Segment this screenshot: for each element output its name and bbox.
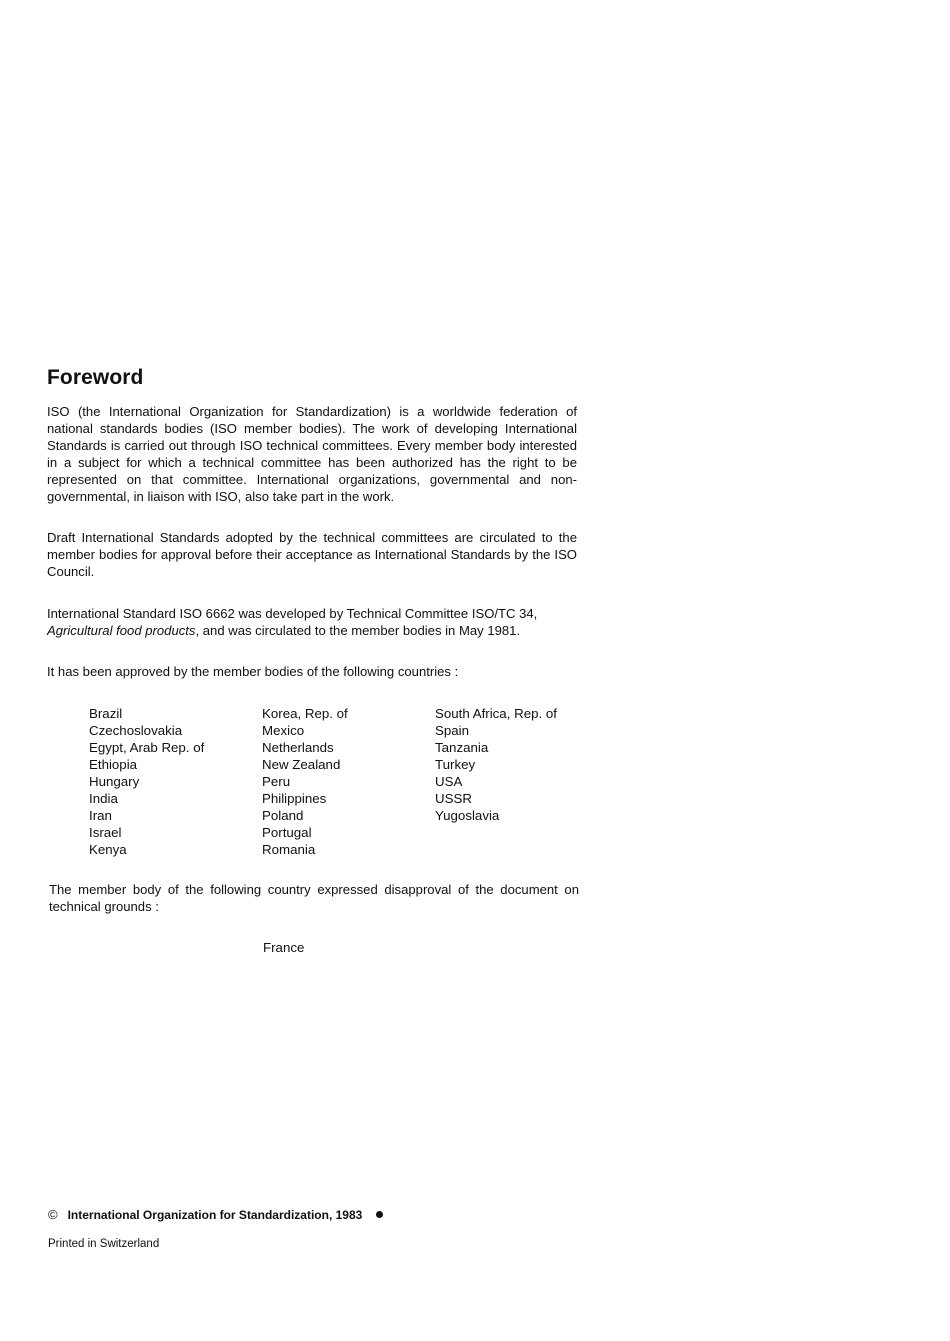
country-item: Hungary bbox=[89, 774, 140, 789]
country-item: Czechoslovakia bbox=[89, 723, 183, 738]
country-item: Romania bbox=[262, 842, 316, 857]
country-item: Mexico bbox=[262, 723, 305, 738]
paragraph-standard-origin bbox=[47, 605, 577, 639]
country-item: South Africa, Rep. of bbox=[435, 706, 557, 721]
disapproving-country: France bbox=[263, 940, 305, 955]
page-title: Foreword bbox=[47, 366, 144, 389]
bullet-dot-icon bbox=[376, 1211, 383, 1218]
country-column-3 bbox=[435, 705, 595, 858]
paragraph-draft-standards: Draft International Standards adopted by the technical committees are circulated to the member bodies for approval before their acceptance as International Standards by the ISO Council. bbox=[47, 530, 577, 579]
country-item: Israel bbox=[89, 825, 122, 840]
committee-title: Agricultural food products bbox=[47, 623, 196, 638]
country-item: Iran bbox=[89, 808, 112, 823]
copyright-icon: © bbox=[48, 1207, 58, 1222]
country-item: Netherlands bbox=[262, 740, 334, 755]
country-item: India bbox=[89, 791, 118, 806]
country-item: Brazil bbox=[89, 706, 123, 721]
country-item: Peru bbox=[262, 774, 291, 789]
country-item: Yugoslavia bbox=[435, 808, 500, 823]
country-item: USSR bbox=[435, 791, 472, 806]
country-item: Portugal bbox=[262, 825, 312, 840]
country-column-1 bbox=[89, 705, 262, 858]
country-column-2 bbox=[262, 705, 435, 858]
country-item: Kenya bbox=[89, 842, 127, 857]
copyright-text: International Organization for Standardization, 1983 bbox=[67, 1207, 363, 1222]
standard-origin-text-end: , and was circulated to the member bodies in May 1981. bbox=[195, 623, 521, 638]
country-item: New Zealand bbox=[262, 757, 341, 772]
country-item: Poland bbox=[262, 808, 304, 823]
country-item: Ethiopia bbox=[89, 757, 138, 772]
country-item: Egypt, Arab Rep. of bbox=[89, 740, 205, 755]
copyright-line bbox=[48, 1207, 383, 1222]
country-item: USA bbox=[435, 774, 463, 789]
standard-origin-text: International Standard ISO 6662 was developed by Technical Committee ISO/TC 34, bbox=[47, 606, 538, 621]
approving-countries-list bbox=[89, 705, 595, 858]
approval-intro: It has been approved by the member bodies of the following countries : bbox=[47, 664, 459, 679]
country-item: Spain bbox=[435, 723, 470, 738]
country-item: Tanzania bbox=[435, 740, 489, 755]
disapproval-intro: The member body of the following country expressed disapproval of the document on technical grounds : bbox=[49, 882, 579, 914]
country-item: Korea, Rep. of bbox=[262, 706, 348, 721]
printed-in-note: Printed in Switzerland bbox=[48, 1238, 160, 1250]
country-item: Turkey bbox=[435, 757, 476, 772]
paragraph-iso-description: ISO (the International Organization for Standardization) is a worldwide federation of national standards bodies (ISO member bodies). The work of developing International Standards is carried out through ISO technical committees. Every member body interested in a subject for which a technical committee has been authorized has the right to be represented on that committee. International organizations, governmental and non-governmental, in liaison with ISO, also take part in the work. bbox=[47, 404, 577, 504]
country-item: Philippines bbox=[262, 791, 327, 806]
